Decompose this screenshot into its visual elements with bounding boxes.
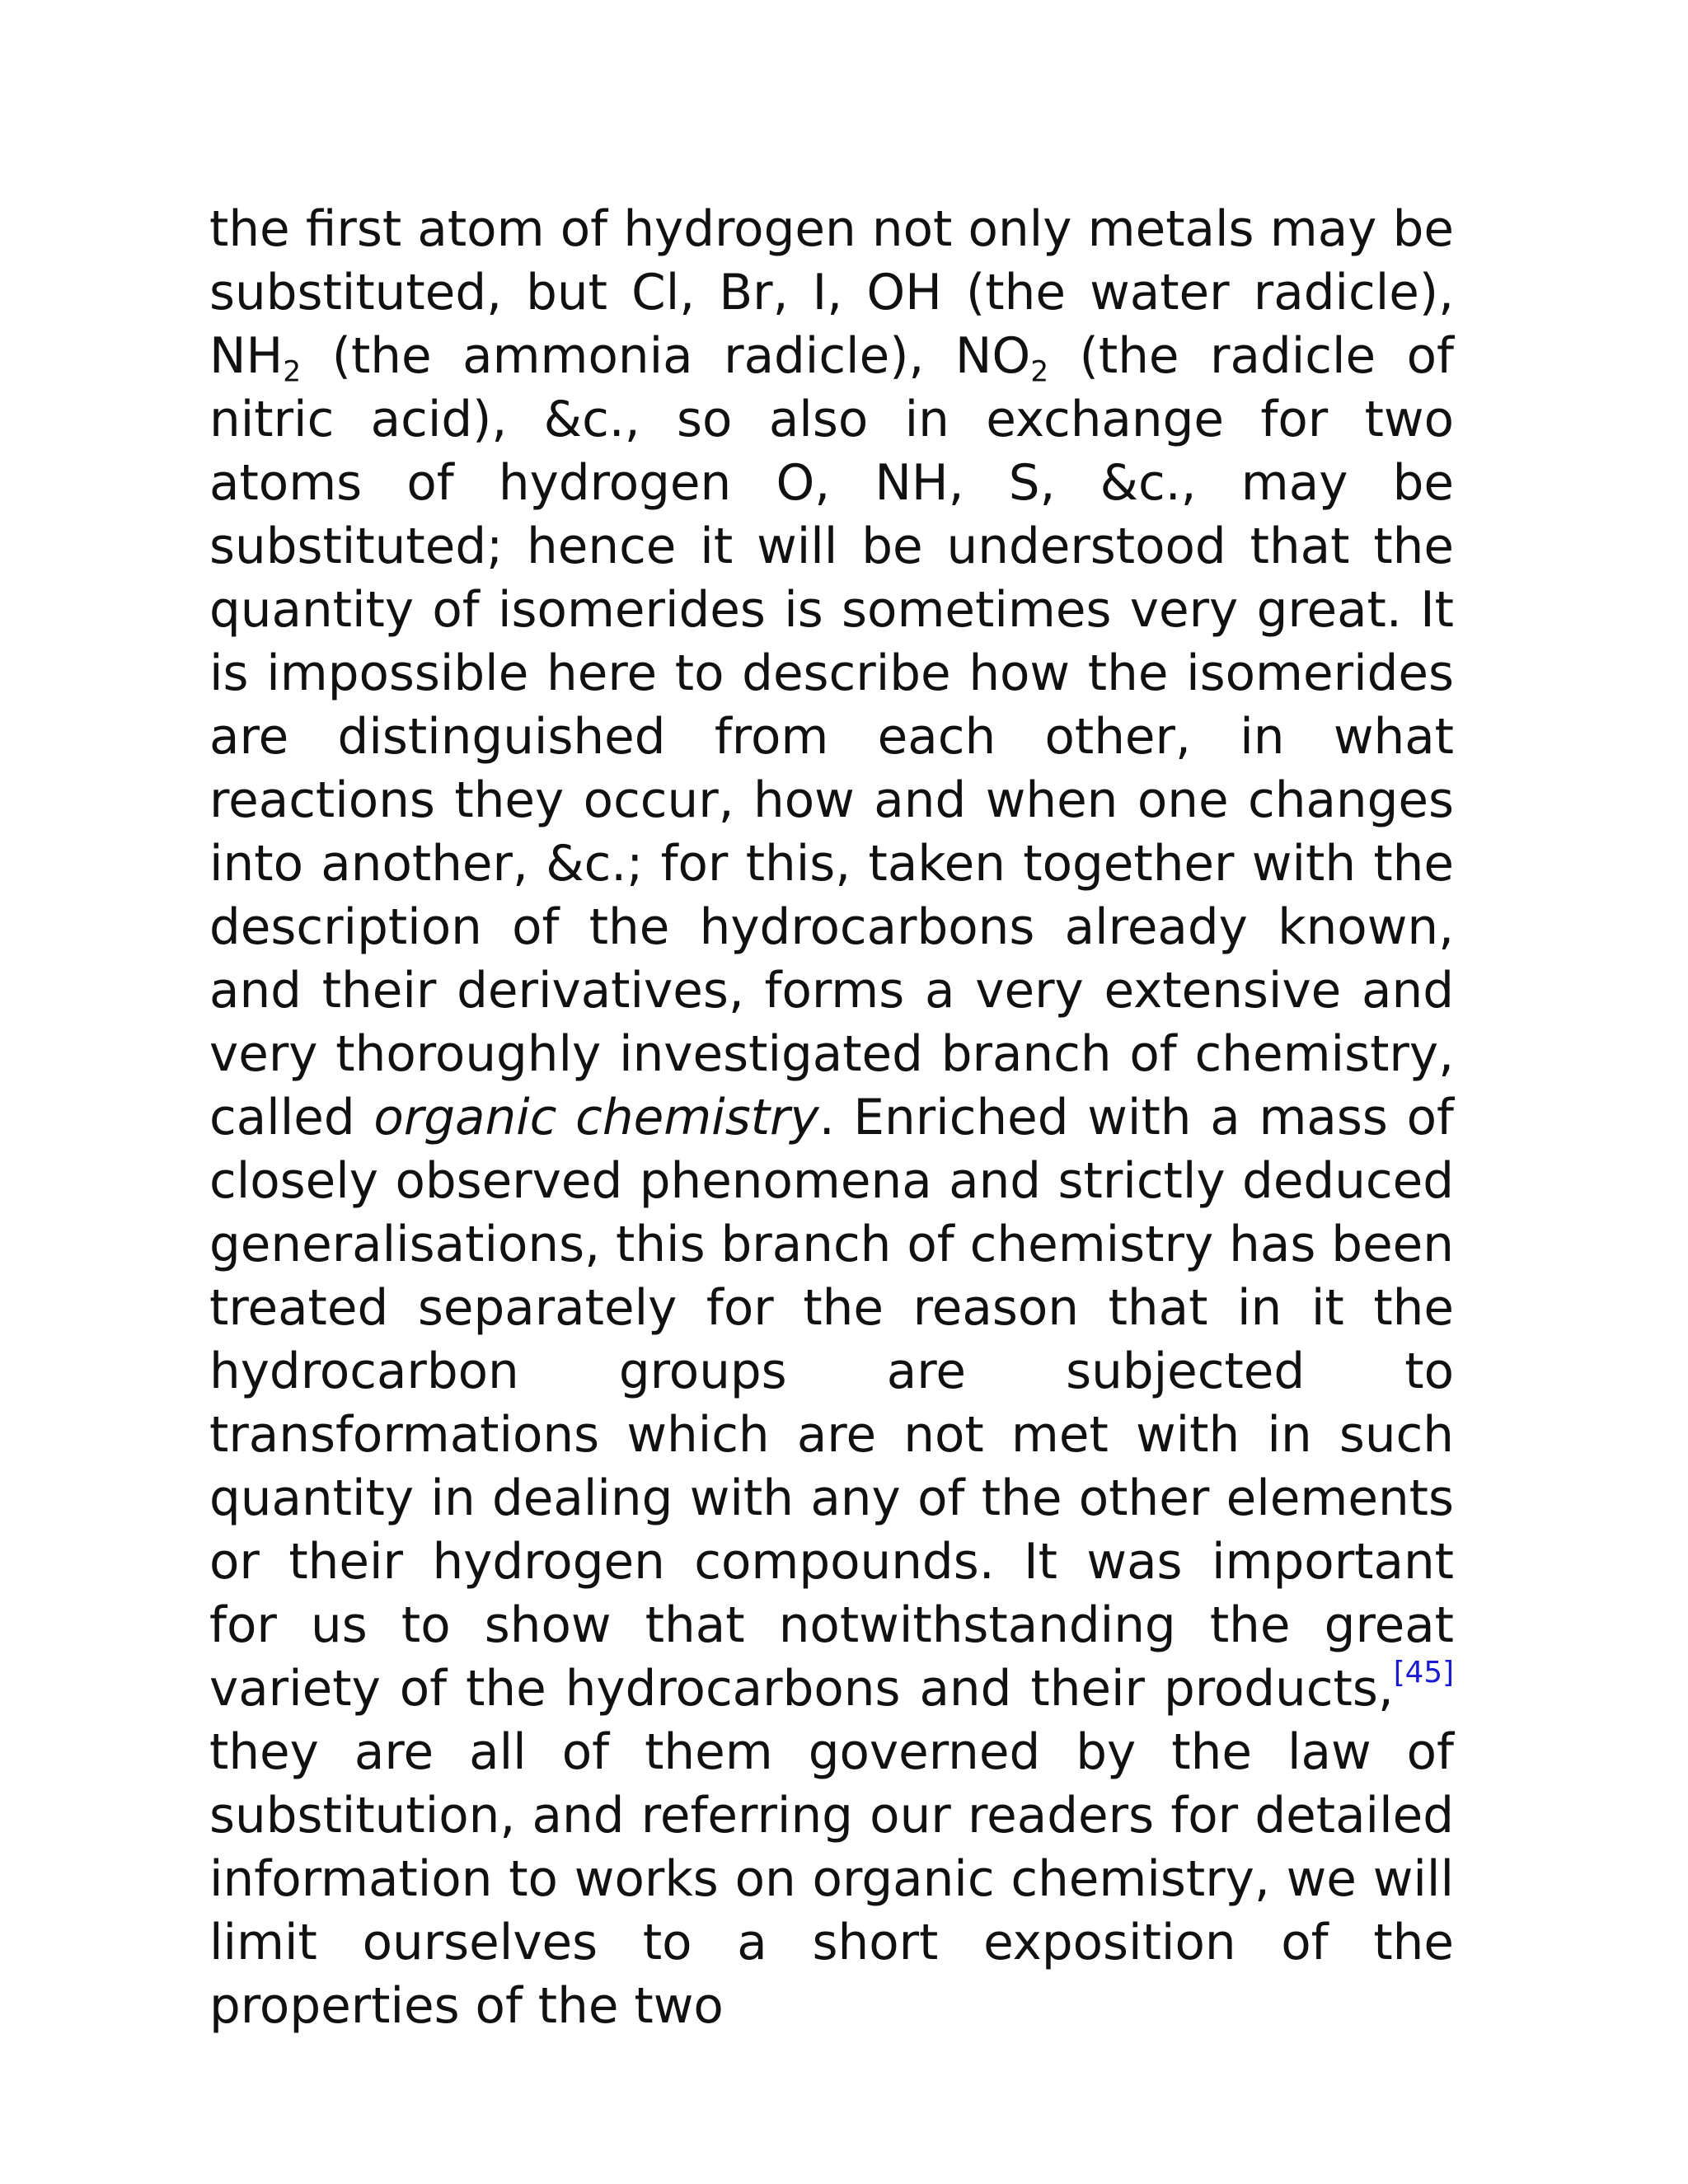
emphasis-organic-chemistry: organic chemistry bbox=[373, 1090, 819, 1146]
body-paragraph bbox=[209, 198, 1454, 2038]
text-segment-3: (the radicle of nitric acid), &c., so also in exchange for two atoms of hydrogen O, NH, S, &c., may be substituted; hence it will be understood that the quantity of isomerides is sometimes very great. It is impossible here to describe how the isomerides are distinguished from each other, in what reactions they occur, how and when one changes into another, &c.; for this, taken together with the description of the hydrocarbons already known, and their derivatives, forms a very extensive and very thoroughly investigated branch of chemistry, called bbox=[209, 328, 1454, 1146]
subscript-nh2: 2 bbox=[283, 355, 302, 389]
footnote-reference[interactable] bbox=[1394, 1656, 1454, 1690]
text-segment-2: (the ammonia radicle), NO bbox=[301, 328, 1031, 385]
page-body bbox=[209, 198, 1454, 2038]
footnote-link-45[interactable]: [45] bbox=[1393, 1656, 1454, 1690]
text-segment-5: they are all of them governed by the law of substitution, and referring our readers for detailed information to works on organic chemistry, we will limit ourselves to a short exposition of the properties of the two bbox=[209, 1724, 1454, 2035]
text-segment-4: . Enriched with a mass of closely observed phenomena and strictly deduced generalisations, this branch of chemistry has been treated separately for the reason that in it the hydrocarbon groups are subjected to transformations which are not met with in such quantity in dealing with any of the other elements or their hydrogen compounds. It was important for us to show that notwithstanding the great variety of the hydrocarbons and their products, bbox=[209, 1090, 1454, 1718]
subscript-no2: 2 bbox=[1030, 355, 1049, 389]
text-segment-1: the first atom of hydrogen not only metals may be substituted, but Cl, Br, I, OH (the water radicle), NH bbox=[209, 201, 1454, 385]
